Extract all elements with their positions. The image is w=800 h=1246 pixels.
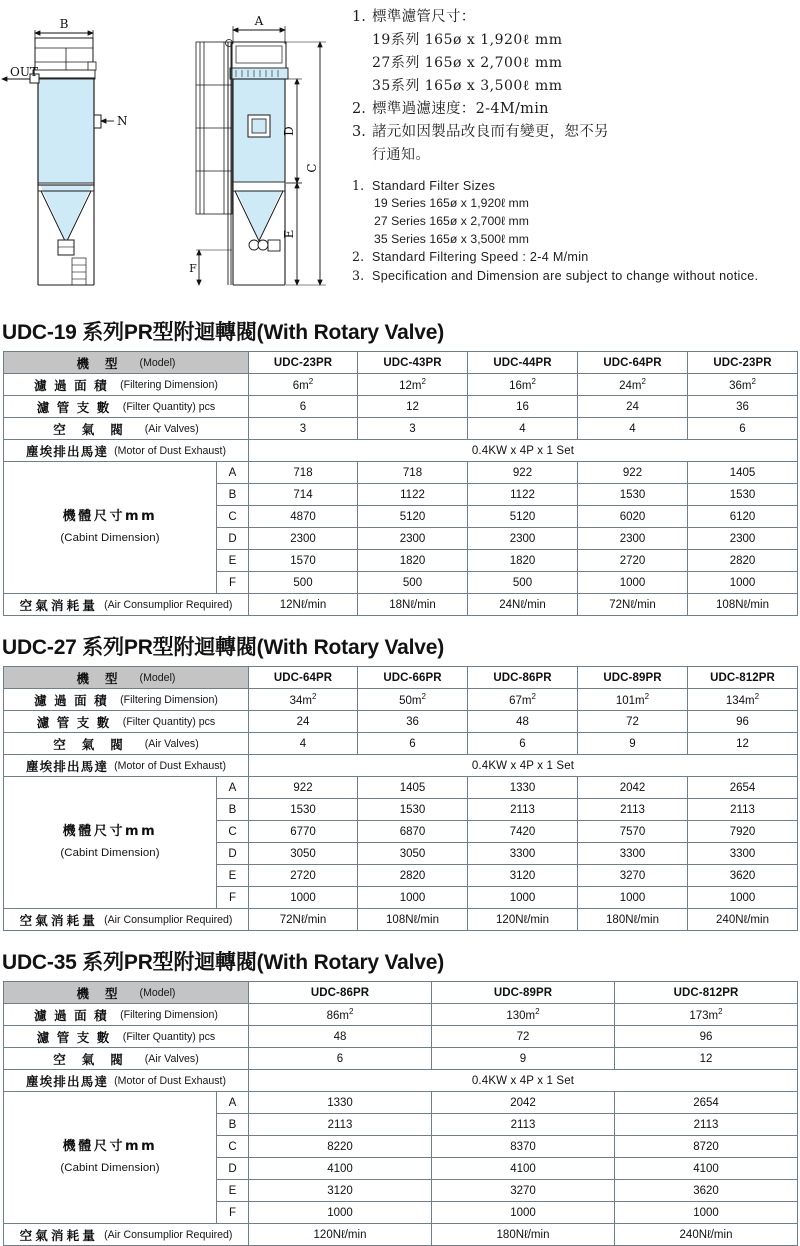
table-row-dim-a — [4, 462, 798, 484]
cell-value: $50m^2$ — [358, 689, 468, 711]
row-label-cn: 機型 — [76, 670, 134, 686]
spec-table-udc19 — [3, 351, 798, 616]
cell-value: 3050 — [249, 843, 358, 865]
cell-value-motor: 0.4KW x 4P x 1 Set — [249, 755, 798, 777]
row-label-en: (Motor of Dust Exhaust) — [114, 444, 227, 457]
row-label-en: (Filtering Dimension) — [120, 378, 218, 391]
cell-value: 2113 — [615, 1114, 798, 1136]
row-label-cn: 濾管支數 — [36, 714, 117, 730]
cell-value: 2113 — [249, 1114, 432, 1136]
cell-value: 24Nℓ/min — [468, 594, 578, 616]
technical-drawings — [0, 0, 345, 300]
note-number: 3. — [352, 123, 366, 140]
cell-value: 240Nℓ/min — [688, 909, 798, 931]
cell-value: 2300 — [468, 528, 578, 550]
specification-notes — [352, 6, 800, 285]
cell-value: 1530 — [688, 484, 798, 506]
cell-value: 1000 — [358, 887, 468, 909]
cell-value: 1000 — [578, 572, 688, 594]
note-item — [352, 6, 800, 29]
note-item — [352, 121, 800, 144]
row-label-cn: 空氣閥 — [53, 1051, 139, 1067]
row-label-en: (Air Consumplior Required) — [104, 1228, 233, 1241]
table-row-motor-dust-exhaust — [4, 755, 798, 777]
notes-chinese — [352, 6, 800, 167]
cell-value: 6120 — [688, 506, 798, 528]
cell-value: 8220 — [249, 1136, 432, 1158]
dim-letter: D — [217, 843, 249, 865]
dim-label-n: N — [117, 114, 128, 128]
dim-letter: E — [217, 550, 249, 572]
cabinet-label-cn: 機體尺寸mm — [62, 823, 158, 839]
row-label-cn: 塵埃排出馬達 — [25, 443, 109, 459]
row-label-cn: 空氣消耗量 — [19, 912, 99, 928]
cell-value: 2720 — [578, 550, 688, 572]
dim-letter: B — [217, 1114, 249, 1136]
table-row-air-valves — [4, 1048, 798, 1070]
note-item — [352, 177, 800, 195]
row-label-motor-dust-exhaust — [4, 755, 249, 777]
row-label-cn: 空氣消耗量 — [19, 597, 99, 613]
dim-letter: E — [217, 865, 249, 887]
row-label-model — [4, 667, 249, 689]
row-label-cn: 濾管支數 — [36, 1029, 117, 1045]
cell-value: 1122 — [468, 484, 578, 506]
cell-value: 4100 — [615, 1158, 798, 1180]
cell-value: 180Nℓ/min — [432, 1224, 615, 1246]
note-text: Standard Filter Sizes — [372, 179, 496, 194]
cell-value: 8370 — [432, 1136, 615, 1158]
note-item — [352, 248, 800, 266]
cell-value: 6 — [249, 396, 358, 418]
cell-value: 2300 — [249, 528, 358, 550]
cell-value: 1000 — [249, 1202, 432, 1224]
cell-value: 2113 — [578, 799, 688, 821]
cell-value: 718 — [249, 462, 358, 484]
cell-value: 6 — [358, 733, 468, 755]
cabinet-label-en: (Cabint Dimension) — [60, 532, 160, 545]
cell-value: $34m^2$ — [249, 689, 358, 711]
dim-letter: A — [217, 462, 249, 484]
cell-value: $36m^2$ — [688, 374, 798, 396]
cell-value: 3270 — [432, 1180, 615, 1202]
cell-value: 2820 — [358, 865, 468, 887]
row-label-en: (Motor of Dust Exhaust) — [114, 1074, 227, 1087]
cell-value: 36 — [688, 396, 798, 418]
cell-value: 3120 — [249, 1180, 432, 1202]
row-label-air-consumption — [4, 594, 249, 616]
table-title-udc27: UDC-27 系列PR型附迴轉閥(With Rotary Valve) — [2, 636, 445, 659]
note-text: Specification and Dimension are subject to change without notice. — [372, 268, 759, 283]
cell-value: 3300 — [578, 843, 688, 865]
front-view-drawing — [2, 17, 128, 285]
cell-value: 9 — [432, 1048, 615, 1070]
model-header-cell: UDC-64PR — [249, 667, 358, 689]
cell-value: 2654 — [615, 1092, 798, 1114]
dim-letter: C — [217, 1136, 249, 1158]
cell-value: 1000 — [468, 887, 578, 909]
note-subline: 35 Series 165ø x 3,500ℓ mm — [374, 231, 529, 246]
cell-value: 24 — [578, 396, 688, 418]
cell-value: 1000 — [615, 1202, 798, 1224]
row-label-cn: 機型 — [76, 985, 134, 1001]
cell-value: 4 — [468, 418, 578, 440]
row-label-en: (Air Valves) — [144, 422, 199, 435]
cell-value: 3 — [358, 418, 468, 440]
cell-value: $67m^2$ — [468, 689, 578, 711]
row-label-en: (Filter Quantity) pcs — [122, 400, 216, 413]
spec-table-block-udc19 — [0, 312, 800, 616]
cell-value: $16m^2$ — [468, 374, 578, 396]
cell-value: 2042 — [432, 1092, 615, 1114]
model-header-cell: UDC-44PR — [468, 352, 578, 374]
row-label-air-consumption — [4, 909, 249, 931]
cell-value: 1000 — [688, 572, 798, 594]
table-row-air-valves — [4, 733, 798, 755]
dim-letter: B — [217, 799, 249, 821]
cell-value: 3270 — [578, 865, 688, 887]
dim-letter: C — [217, 821, 249, 843]
cell-value: 714 — [249, 484, 358, 506]
cell-value: 1530 — [358, 799, 468, 821]
cell-value: 12 — [358, 396, 468, 418]
model-header-cell: UDC-86PR — [468, 667, 578, 689]
cell-value: 1820 — [468, 550, 578, 572]
row-label-en: (Air Consumplior Required) — [104, 598, 233, 611]
cell-value: 4870 — [249, 506, 358, 528]
cell-value: 2042 — [578, 777, 688, 799]
table-row-filtering-dimension — [4, 689, 798, 711]
model-header-cell: UDC-23PR — [249, 352, 358, 374]
row-label-cn: 空氣閥 — [53, 736, 139, 752]
cell-value: 180Nℓ/min — [578, 909, 688, 931]
table-row-dim-a — [4, 777, 798, 799]
cell-value: 2300 — [688, 528, 798, 550]
dim-label-f: F — [189, 262, 197, 275]
table-row-air-consumption — [4, 1224, 798, 1246]
cabinet-label-cn: 機體尺寸mm — [62, 1138, 158, 1154]
cell-value: 72 — [578, 711, 688, 733]
row-label-en: (Motor of Dust Exhaust) — [114, 759, 227, 772]
dim-letter: D — [217, 1158, 249, 1180]
cabinet-label-cn: 機體尺寸mm — [62, 508, 158, 524]
cell-value: 3620 — [688, 865, 798, 887]
cell-value: 12 — [615, 1048, 798, 1070]
table-row-air-valves — [4, 418, 798, 440]
cell-value: 72 — [432, 1026, 615, 1048]
row-label-model — [4, 352, 249, 374]
dust-collector-drawings-svg — [0, 0, 345, 300]
row-label-en: (Model) — [139, 986, 176, 999]
row-label-filtering-dimension — [4, 1004, 249, 1026]
cell-value: 1122 — [358, 484, 468, 506]
model-header-cell: UDC-89PR — [432, 982, 615, 1004]
table-title-udc19: UDC-19 系列PR型附迴轉閥(With Rotary Valve) — [2, 321, 445, 344]
cell-value: 6770 — [249, 821, 358, 843]
model-header-cell: UDC-89PR — [578, 667, 688, 689]
cell-value: 72Nℓ/min — [578, 594, 688, 616]
cell-value-motor: 0.4KW x 4P x 1 Set — [249, 1070, 798, 1092]
cell-value: $101m^2$ — [578, 689, 688, 711]
cell-value: 18Nℓ/min — [358, 594, 468, 616]
table-row-model — [4, 982, 798, 1004]
row-label-cn: 塵埃排出馬達 — [25, 1073, 109, 1089]
row-label-en: (Filtering Dimension) — [120, 1008, 218, 1021]
note-number: 2. — [352, 249, 365, 265]
cell-value: 3300 — [688, 843, 798, 865]
cell-value: 120Nℓ/min — [468, 909, 578, 931]
row-label-filter-quantity — [4, 711, 249, 733]
table-title-udc35: UDC-35 系列PR型附迴轉閥(With Rotary Valve) — [2, 951, 445, 974]
note-subline: 19 Series 165ø x 1,920ℓ mm — [374, 196, 529, 211]
cell-value: 7420 — [468, 821, 578, 843]
cell-value: $130m^2$ — [432, 1004, 615, 1026]
cell-value: 500 — [358, 572, 468, 594]
row-label-model — [4, 982, 249, 1004]
cell-value: 6020 — [578, 506, 688, 528]
cell-value: 2300 — [358, 528, 468, 550]
note-item — [352, 267, 800, 285]
cell-value: 1000 — [688, 887, 798, 909]
table-row-dim-a — [4, 1092, 798, 1114]
note-text: 標準過濾速度：2-4M/min — [372, 100, 549, 117]
cell-value: 922 — [249, 777, 358, 799]
note-text: 標準濾管尺寸： — [372, 9, 476, 25]
row-label-cn: 濾過面積 — [34, 692, 115, 708]
cell-value: 922 — [468, 462, 578, 484]
cell-value: 2720 — [249, 865, 358, 887]
cell-value: 5120 — [468, 506, 578, 528]
cell-value: 9 — [578, 733, 688, 755]
row-label-air-consumption — [4, 1224, 249, 1246]
cell-value: 6870 — [358, 821, 468, 843]
cell-value: 922 — [578, 462, 688, 484]
spec-table-udc35 — [3, 981, 798, 1246]
cell-value: 1330 — [468, 777, 578, 799]
note-number: 1. — [352, 9, 366, 25]
row-label-en: (Filter Quantity) pcs — [122, 715, 216, 728]
cell-value: 16 — [468, 396, 578, 418]
table-row-air-consumption — [4, 594, 798, 616]
cell-value: 1405 — [688, 462, 798, 484]
row-label-air-valves — [4, 418, 249, 440]
cell-value: 3050 — [358, 843, 468, 865]
table-row-motor-dust-exhaust — [4, 440, 798, 462]
cell-value: 2654 — [688, 777, 798, 799]
row-label-filter-quantity — [4, 396, 249, 418]
notes-english — [352, 177, 800, 285]
model-header-cell: UDC-43PR — [358, 352, 468, 374]
row-label-cn: 濾過面積 — [34, 1007, 115, 1023]
cell-value: 108Nℓ/min — [688, 594, 798, 616]
table-row-filter-quantity — [4, 1026, 798, 1048]
table-row-motor-dust-exhaust — [4, 1070, 798, 1092]
note-number: 1. — [352, 178, 365, 194]
cell-value: $12m^2$ — [358, 374, 468, 396]
row-label-cn: 空氣消耗量 — [19, 1227, 99, 1243]
cell-value: $86m^2$ — [249, 1004, 432, 1026]
spec-table-udc27 — [3, 666, 798, 931]
cell-value: 1405 — [358, 777, 468, 799]
cell-value: 4 — [249, 733, 358, 755]
row-label-en: (Filter Quantity) pcs — [122, 1030, 216, 1043]
cell-value: 1330 — [249, 1092, 432, 1114]
cell-value: 2300 — [578, 528, 688, 550]
row-label-filtering-dimension — [4, 689, 249, 711]
dim-letter: A — [217, 1092, 249, 1114]
model-header-cell: UDC-86PR — [249, 982, 432, 1004]
dim-label-d: D — [282, 126, 296, 136]
row-label-cabinet-dimension — [4, 777, 217, 909]
note-subline: 27系列 165ø x 2,700ℓ mm — [372, 55, 563, 72]
cell-value: 2113 — [468, 799, 578, 821]
note-text: Standard Filtering Speed : 2-4 M/min — [372, 250, 589, 265]
cell-value: 718 — [358, 462, 468, 484]
row-label-cn: 濾管支數 — [36, 399, 117, 415]
cell-value: 6 — [688, 418, 798, 440]
dim-label-c: C — [305, 163, 319, 173]
dim-letter: E — [217, 1180, 249, 1202]
model-header-cell: UDC-23PR — [688, 352, 798, 374]
row-label-cn: 空氣閥 — [53, 421, 139, 437]
row-label-motor-dust-exhaust — [4, 1070, 249, 1092]
cell-value: $134m^2$ — [688, 689, 798, 711]
cabinet-label-en: (Cabint Dimension) — [60, 847, 160, 860]
row-label-cabinet-dimension — [4, 1092, 217, 1224]
note-item — [352, 98, 800, 121]
table-row-model — [4, 352, 798, 374]
row-label-air-valves — [4, 733, 249, 755]
cell-value: 72Nℓ/min — [249, 909, 358, 931]
cell-value: 8720 — [615, 1136, 798, 1158]
dim-letter: D — [217, 528, 249, 550]
table-row-model — [4, 667, 798, 689]
spec-table-block-udc27 — [0, 627, 800, 931]
model-header-cell: UDC-64PR — [578, 352, 688, 374]
side-view-drawing — [189, 14, 326, 285]
dim-label-e: E — [282, 229, 296, 239]
table-row-filter-quantity — [4, 396, 798, 418]
row-label-cn: 濾過面積 — [34, 377, 115, 393]
cell-value: 3120 — [468, 865, 578, 887]
cell-value: 1000 — [249, 887, 358, 909]
cell-value: 24 — [249, 711, 358, 733]
dim-letter: F — [217, 1202, 249, 1224]
note-number: 2. — [352, 100, 366, 117]
cell-value: $6m^2$ — [249, 374, 358, 396]
row-label-en: (Air Valves) — [144, 1052, 199, 1065]
row-label-cabinet-dimension — [4, 462, 217, 594]
cell-value: 500 — [249, 572, 358, 594]
cell-value: 36 — [358, 711, 468, 733]
label-out: OUT — [10, 65, 38, 79]
cell-value: $173m^2$ — [615, 1004, 798, 1026]
dim-letter: A — [217, 777, 249, 799]
dim-letter: C — [217, 506, 249, 528]
cell-value: 500 — [468, 572, 578, 594]
row-label-filter-quantity — [4, 1026, 249, 1048]
table-row-filter-quantity — [4, 711, 798, 733]
cell-value: 3620 — [615, 1180, 798, 1202]
table-row-filtering-dimension — [4, 374, 798, 396]
cell-value: 1000 — [432, 1202, 615, 1224]
cell-value: $24m^2$ — [578, 374, 688, 396]
row-label-cn: 塵埃排出馬達 — [25, 758, 109, 774]
cell-value: 4100 — [432, 1158, 615, 1180]
header-illustration-section — [0, 0, 800, 310]
row-label-en: (Air Valves) — [144, 737, 199, 750]
row-label-motor-dust-exhaust — [4, 440, 249, 462]
cell-value: 120Nℓ/min — [249, 1224, 432, 1246]
table-row-filtering-dimension — [4, 1004, 798, 1026]
cell-value: 3300 — [468, 843, 578, 865]
cell-value: 2113 — [688, 799, 798, 821]
model-header-cell: UDC-812PR — [688, 667, 798, 689]
cell-value: 12 — [688, 733, 798, 755]
cell-value: 5120 — [358, 506, 468, 528]
row-label-en: (Air Consumplior Required) — [104, 913, 233, 926]
cell-value: 4 — [578, 418, 688, 440]
cell-value: 1570 — [249, 550, 358, 572]
note-number: 3. — [352, 267, 365, 283]
cell-value: 96 — [615, 1026, 798, 1048]
cell-value: 7570 — [578, 821, 688, 843]
cell-value: 1530 — [249, 799, 358, 821]
cell-value: 1820 — [358, 550, 468, 572]
row-label-filtering-dimension — [4, 374, 249, 396]
dim-label-b: B — [59, 17, 69, 31]
dim-letter: B — [217, 484, 249, 506]
cell-value: 6 — [468, 733, 578, 755]
model-header-cell: UDC-66PR — [358, 667, 468, 689]
cell-value: 96 — [688, 711, 798, 733]
cell-value: 1000 — [578, 887, 688, 909]
note-subline: 27 Series 165ø x 2,700ℓ mm — [374, 214, 529, 229]
row-label-en: (Filtering Dimension) — [120, 693, 218, 706]
cell-value: 48 — [468, 711, 578, 733]
row-label-cn: 機型 — [76, 355, 134, 371]
row-label-en: (Model) — [139, 671, 176, 684]
cell-value: 6 — [249, 1048, 432, 1070]
dim-letter: F — [217, 887, 249, 909]
cell-value: 240Nℓ/min — [615, 1224, 798, 1246]
row-label-air-valves — [4, 1048, 249, 1070]
cell-value: 3 — [249, 418, 358, 440]
note-subline: 行通知。 — [372, 147, 430, 164]
dim-letter: F — [217, 572, 249, 594]
cell-value: 4100 — [249, 1158, 432, 1180]
cell-value-motor: 0.4KW x 4P x 1 Set — [249, 440, 798, 462]
spec-table-block-udc35 — [0, 942, 800, 1246]
cell-value: 1530 — [578, 484, 688, 506]
table-row-air-consumption — [4, 909, 798, 931]
note-subline: 19系列 165ø x 1,920ℓ mm — [372, 32, 563, 49]
cabinet-label-en: (Cabint Dimension) — [60, 1162, 160, 1175]
cell-value: 12Nℓ/min — [249, 594, 358, 616]
cell-value: 2113 — [432, 1114, 615, 1136]
note-text: 諸元如因製品改良而有變更，恕不另 — [372, 123, 609, 140]
note-subline: 35系列 165ø x 3,500ℓ mm — [372, 77, 563, 94]
cell-value: 48 — [249, 1026, 432, 1048]
row-label-en: (Model) — [139, 356, 176, 369]
cell-value: 108Nℓ/min — [358, 909, 468, 931]
model-header-cell: UDC-812PR — [615, 982, 798, 1004]
dim-label-a: A — [254, 14, 264, 28]
cell-value: 2820 — [688, 550, 798, 572]
cell-value: 7920 — [688, 821, 798, 843]
